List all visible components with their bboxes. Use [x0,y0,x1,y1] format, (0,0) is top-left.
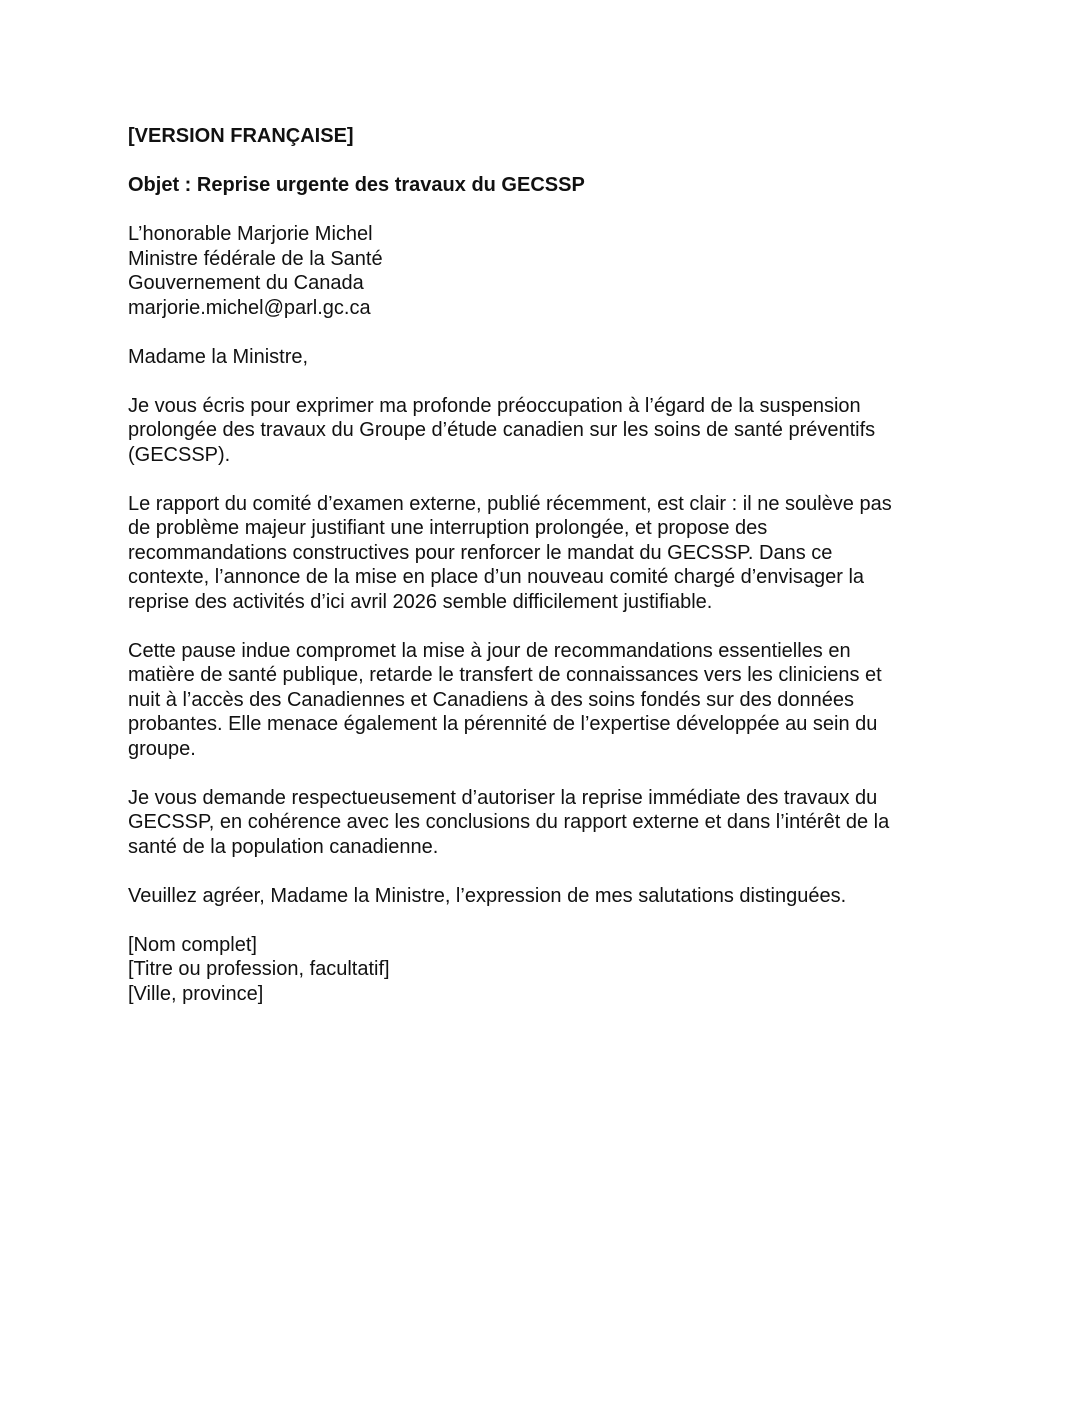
version-label: [VERSION FRANÇAISE] [128,125,354,147]
paragraph-line: Le rapport du comité d’examen externe, publié récemment, est clair : il ne soulève pas [128,492,892,515]
paragraph-line: matière de santé publique, retarde le transfert de connaissances vers les cliniciens et [128,664,882,686]
paragraph-line: reprise des activités d’ici avril 2026 semble difficilement justifiable. [128,590,713,613]
recipient-block [128,222,958,320]
paragraph-line: Je vous demande respectueusement d’autoriser la reprise immédiate des travaux du [128,786,878,809]
subject-line: Objet : Reprise urgente des travaux du GECSSP [128,174,585,196]
closing-line: Veuillez agréer, Madame la Ministre, l’expression de mes salutations distinguées. [128,884,847,907]
signature-name: [Nom complet] [128,933,257,956]
recipient-organization: Gouvernement du Canada [128,272,364,294]
recipient-name: L’honorable Marjorie Michel [128,223,373,245]
signature-title: [Titre ou profession, facultatif] [128,958,390,980]
paragraph-line: Je vous écris pour exprimer ma profonde préoccupation à l’égard de la suspension [128,394,861,417]
paragraph-line: prolongée des travaux du Groupe d’étude canadien sur les soins de santé préventifs [128,419,876,441]
signature-block [128,933,958,1007]
paragraph-line: Cette pause indue compromet la mise à jour de recommandations essentielles en [128,639,851,662]
paragraph-4 [128,786,958,860]
paragraph-line: recommandations constructives pour renforcer le mandat du GECSSP. Dans ce [128,541,833,564]
paragraph-line: de problème majeur justifiant une interruption prolongée, et propose des [128,517,768,539]
salutation: Madame la Ministre, [128,345,309,368]
paragraph-2 [128,492,958,615]
paragraph-line: probantes. Elle menace également la pérennité de l’expertise développée au sein du [128,713,878,735]
paragraph-1 [128,394,958,468]
paragraph-line: santé de la population canadienne. [128,835,439,858]
paragraph-line: GECSSP, en cohérence avec les conclusions du rapport externe et dans l’intérêt de la [128,811,890,833]
signature-location: [Ville, province] [128,982,264,1005]
paragraph-line: (GECSSP). [128,443,231,466]
paragraph-line: groupe. [128,737,196,760]
paragraph-line: contexte, l’annonce de la mise en place d’un nouveau comité chargé d’envisager la [128,566,865,588]
paragraph-line: nuit à l’accès des Canadiennes et Canadiens à des soins fondés sur des données [128,688,855,711]
letter-page [128,124,958,1031]
recipient-title: Ministre fédérale de la Santé [128,247,383,270]
paragraph-3 [128,639,958,762]
recipient-email: marjorie.michel@parl.gc.ca [128,296,371,319]
